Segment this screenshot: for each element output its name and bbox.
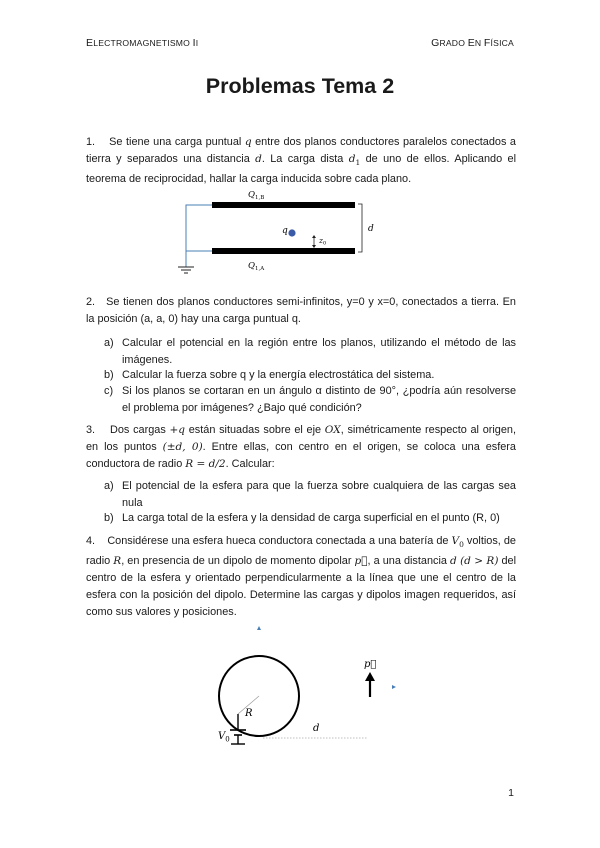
page-number: 1: [508, 787, 514, 799]
header-degree: GRADO EN FÍSICA: [431, 37, 514, 49]
problem-3-item-a: a) El potencial de la esfera para que la fuerza sobre cualquiera de las cargas sea nula: [104, 480, 516, 509]
dipole-label: p⃗: [364, 659, 377, 670]
problem-number: 4.: [86, 535, 96, 547]
upper-plate: [212, 202, 355, 208]
header-course: ELECTROMAGNETISMO II: [86, 37, 199, 49]
upper-plate-label: $Q_{1,B}$: [248, 190, 265, 201]
radius-label: R: [245, 708, 253, 719]
problem-3-item-b: b) La carga total de la esfera y la densidad de carga superficial en el punto (R, 0): [104, 512, 500, 524]
problem-number: 2.: [86, 296, 96, 308]
lower-plate: [212, 248, 355, 254]
ground-wire: [186, 205, 212, 267]
sphere-dipole-figure: [0, 622, 600, 772]
distance-label: d: [313, 723, 320, 734]
problem-3: 3. Dos cargas +q están situadas sobre el eje OX, simétricamente respecto al origen, en los puntos (±d, 0). Entre ellas, con centro en el origen, se coloca una esfera conductora de radio R = d/2. Calcular:: [86, 424, 516, 470]
d-label: d: [368, 224, 374, 234]
lower-plate-label: $Q_{1,A}$: [248, 261, 265, 272]
problem-number: 3.: [86, 424, 96, 436]
problem-2-item-a: a) Calcular el potencial en la región entre los planos, utilizando el método de las imágenes.: [104, 337, 516, 366]
problem-2-item-c: c) Si los planos se cortaran en un ángulo α distinto de 90°, ¿podría aún resolverse el problema por imágenes? ¿Bajo qué condición?: [104, 385, 516, 414]
marker-right: [392, 685, 396, 689]
problem-2-item-b: b) Calcular la fuerza sobre q y la energía electrostática del sistema.: [104, 369, 435, 381]
problem-4: 4. Considérese una esfera hueca conductora conectada a una batería de $V_0$ voltios, de radio R, en presencia de un dipolo de momento dipolar p⃗, a una distancia d (d > R) del centro de la esfera y orientado perpendicularmente a la línea que une el centro de la esfera con la posición del dipolo. Determine las cargas y dipolos imagen requeridos, así como sus valores y posiciones.: [86, 535, 517, 619]
problem-1: 1. Se tiene una carga puntual q entre dos planos conductores paralelos conectados a tierra y separados una distancia d. La carga dista $d_1$ de uno de ellos. Aplicando el teorema de reciprocidad, hallar la carga inducida sobre cada plano.: [86, 136, 516, 186]
z0-label: $z_0$: [319, 236, 327, 247]
problem-2: 2. Se tienen dos planos conductores semi-infinitos, y=0 y x=0, conectados a tierra. En la posición (a, a, 0) hay una carga puntual q.: [86, 296, 516, 325]
parallel-plates-figure: [0, 188, 600, 288]
d-bracket: [358, 204, 362, 252]
page-title: Problemas Tema 2: [205, 74, 395, 98]
problem-number: 1.: [86, 136, 96, 148]
v0-label: $V_0$: [218, 731, 230, 744]
marker-top: [257, 626, 261, 630]
point-charge: [288, 229, 295, 236]
charge-label: q: [282, 226, 288, 236]
